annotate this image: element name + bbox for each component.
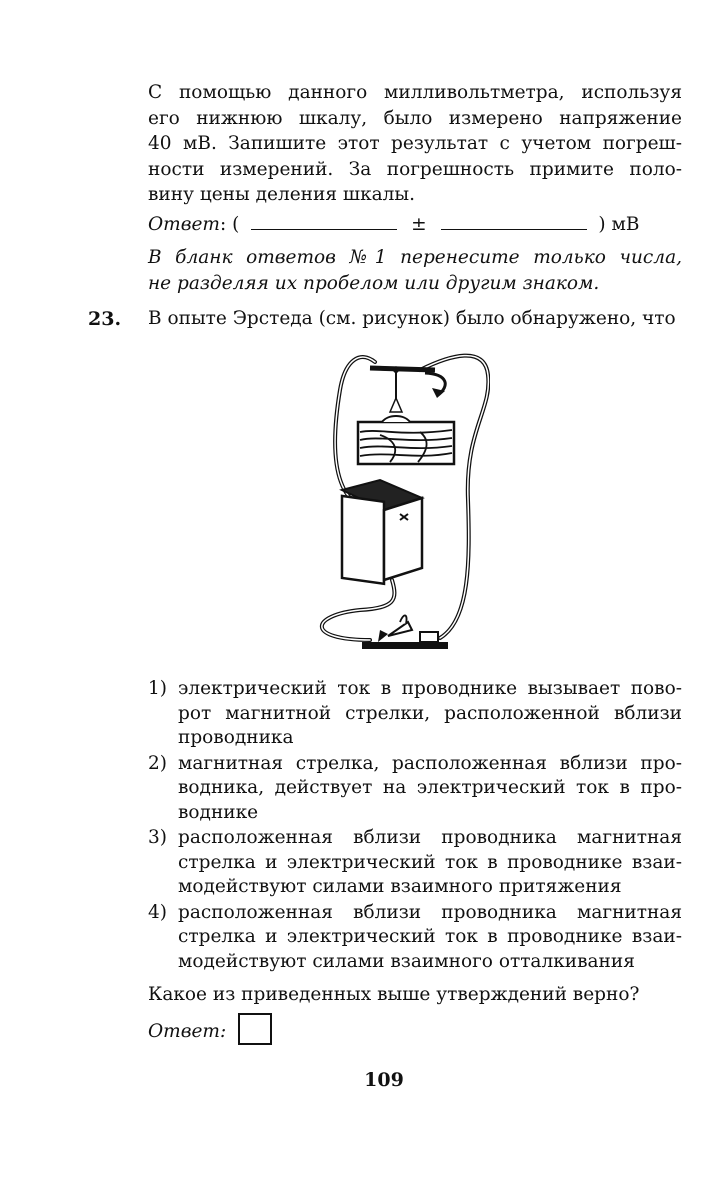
- value-blank[interactable]: [251, 211, 397, 230]
- answer-box[interactable]: [238, 1013, 272, 1045]
- option-line: магнитная стрелка, расположенная вблизи про-: [178, 752, 682, 774]
- option-line: расположенная вблизи проводника магнитная: [178, 827, 682, 848]
- answer-options: [148, 677, 682, 975]
- intro-line: вину цены деления шкалы.: [148, 184, 416, 205]
- answer-open-paren: : (: [219, 214, 240, 235]
- error-blank[interactable]: [441, 211, 587, 230]
- option-line: электрический ток в проводнике вызывает пово-: [178, 678, 682, 699]
- option-1: [148, 677, 682, 751]
- intro-paragraph: [148, 80, 682, 208]
- intro-line: ности измерений. За погрешность примите поло-: [148, 158, 682, 180]
- question-text: В опыте Эрстеда (см. рисунок) было обнаружено, что: [148, 308, 676, 329]
- option-line: модействуют силами взаимного отталкивания: [178, 950, 635, 972]
- answer-unit: ) мВ: [598, 214, 640, 235]
- option-line: воднике: [178, 801, 259, 823]
- page-number: 109: [364, 1069, 404, 1091]
- intro-line: 40 мВ. Запишите этот результат с учетом погреш-: [148, 133, 682, 154]
- option-number: 3): [148, 827, 167, 848]
- answer-label: Ответ: [148, 214, 220, 235]
- intro-line: его нижнюю шкалу, было измерено напряжение: [148, 107, 682, 129]
- answer-label: Ответ:: [148, 1021, 227, 1042]
- plus-minus-sign: ±: [411, 214, 427, 235]
- intro-line: С помощью данного милливольтметра, используя: [148, 82, 682, 103]
- option-line: рот магнитной стрелки, расположенной вблизи: [178, 702, 682, 724]
- question-number: 23.: [88, 308, 122, 330]
- option-line: стрелка и электрический ток в проводнике взаи-: [178, 851, 682, 873]
- option-2: [148, 752, 682, 826]
- option-line: проводника: [178, 727, 294, 748]
- transfer-note: [148, 245, 682, 296]
- option-line: водника, действует на электрический ток в про-: [178, 777, 682, 798]
- question-prompt: Какое из приведенных выше утверждений верно?: [148, 984, 640, 1005]
- answer-row: [148, 1016, 272, 1048]
- option-number: 1): [148, 678, 167, 699]
- option-number: 4): [148, 901, 167, 923]
- option-3: [148, 826, 682, 900]
- answer-with-error-row: [148, 211, 639, 237]
- option-line: стрелка и электрический ток в проводнике взаи-: [178, 926, 682, 947]
- option-4: [148, 901, 682, 975]
- option-line: модействуют силами взаимного притяжения: [178, 876, 622, 897]
- note-line: не разделяя их пробелом или другим знаком.: [148, 272, 600, 294]
- option-line: расположенная вблизи проводника магнитная: [178, 901, 682, 923]
- option-number: 2): [148, 752, 167, 774]
- oersted-experiment-figure: [300, 340, 490, 665]
- note-line: В бланк ответов №1 перенесите только числа,: [148, 247, 682, 268]
